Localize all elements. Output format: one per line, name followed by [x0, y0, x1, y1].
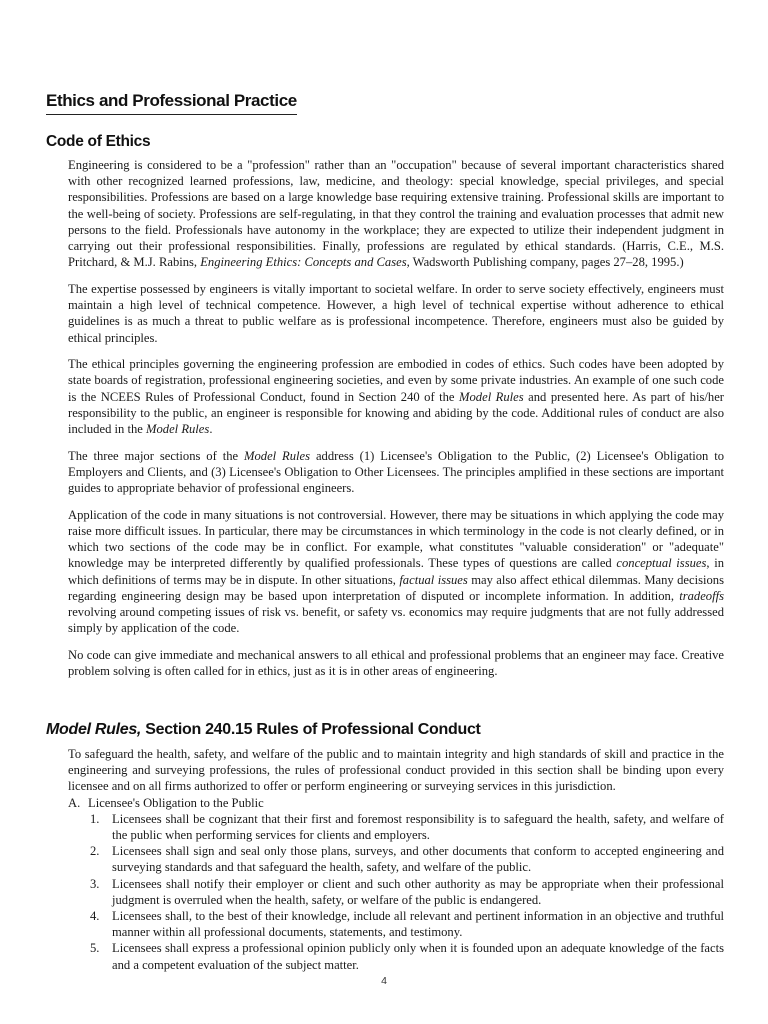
paragraph-5-text-d: revolving around competing issues of risk vs. benefit, or safety vs. economics may require judgments that are not fully addressed simply by application of the code.	[68, 605, 724, 636]
list-item-number: 2.	[90, 844, 100, 859]
section-a-title: Licensee's Obligation to the Public	[88, 795, 264, 810]
code-of-ethics-body	[68, 157, 724, 690]
list-item-number: 5.	[90, 941, 100, 956]
paragraph-5-text-c: may also affect ethical dilemmas. Many decisions regarding engineering design may be based upon interpretation of disputed or incomplete information. In addition,	[68, 572, 724, 603]
book-title: Engineering Ethics: Concepts and Cases,	[200, 255, 410, 270]
list-item	[68, 908, 724, 940]
paragraph-1-text: Engineering is considered to be a "profession" rather than an "occupation" because of several important characteristics shared with other recognized learned professions, law, medicine, and theology: special knowledge, special privileges, and special responsibilities. Professions are based on a large knowledge base requiring extensive training. Professional skills are important to the well-being of society. Professions are self-regulating, in that they control the training and evaluation processes that admit new persons to the field. Professionals have autonomy in the workplace; they are expected to utilize their independent judgment in carrying out their professional responsibilities. Finally, professions are regulated by ethical standards. (Harris, C.E., M.S. Pritchard, & M.J. Rabins,	[68, 158, 724, 270]
paragraph-1-citation: Wadsworth Publishing company, pages 27–28, 1995.)	[409, 255, 684, 270]
list-item-text: Licensees shall express a professional opinion publicly only when it is founded upon an adequate knowledge of the facts and a competent evaluation of the subject matter.	[112, 941, 724, 972]
list-item-number: 3.	[90, 876, 100, 891]
section-a-heading	[68, 795, 724, 811]
list-item	[68, 940, 724, 972]
paragraph-2: The expertise possessed by engineers is vitally important to societal welfare. In order to serve society effectively, engineers must maintain a high level of technical competence. However, a high level of technical expertise without adherence to ethical guidelines is as much a threat to public welfare as is professional incompetence. Therefore, engineers must also be guided by ethical principles.	[68, 281, 724, 345]
paragraph-4	[68, 448, 724, 497]
list-item	[68, 876, 724, 908]
paragraph-1	[68, 157, 724, 270]
paragraph-5-text-b: , in which definitions of terms may be in dispute. In other situations,	[68, 556, 724, 587]
code-of-ethics-heading: Code of Ethics	[46, 133, 151, 150]
paragraph-5	[68, 507, 724, 637]
paragraph-3-text-a: The ethical principles governing the engineering profession are embodied in codes of ethics. Such codes have been adopted by state boards of registration, professional engineering societies, and even by some private industries. An example of one such code is the NCEES Rules of Professional Conduct, found in Section 240 of the	[68, 357, 724, 404]
list-item-text: Licensees shall, to the best of their knowledge, include all relevant and pertinent information in an objective and truthful manner within all professional documents, statements, and testimony.	[112, 909, 724, 940]
list-item	[68, 811, 724, 843]
model-rules-heading	[46, 721, 481, 739]
list-item-text: Licensees shall notify their employer or client and such other authority as may be appropriate when their professional judgment is overruled when the health, safety, or welfare of the public is endangered.	[112, 876, 724, 907]
section-a-label: A.	[68, 795, 81, 810]
list-item-text: Licensees shall be cognizant that their first and foremost responsibility is to safeguard the health, safety, and welfare of the public when performing services for clients and employers.	[112, 811, 724, 843]
paragraph-3-text-c: .	[209, 422, 213, 437]
list-item-number: 4.	[90, 909, 100, 924]
model-rules-heading-rest: Section 240.15 Rules of Professional Conduct	[141, 721, 481, 738]
paragraph-4-text-b: address (1) Licensee's Obligation to the Public, (2) Licensee's Obligation to Employers and Clients, and (3) Licensee's Obligation to Other Licensees. The principles amplified in these sections are important guides to appropriate behavior of professional engineers.	[68, 448, 724, 496]
paragraph-6: No code can give immediate and mechanical answers to all ethical and professional problems that an engineer may face. Creative problem solving is often called for in ethics, just as it is in other areas of engineering.	[68, 647, 724, 679]
model-rules-body	[68, 746, 724, 973]
tradeoffs-term: tradeoffs	[679, 588, 724, 603]
list-item	[68, 843, 724, 875]
model-rules-italic: Model Rules	[459, 389, 524, 404]
list-item-number: 1.	[90, 811, 100, 826]
list-item-text: Licensees shall sign and seal only those plans, surveys, and other documents that conform to accepted engineering and surveying standards and that safeguard the health, safety, and welfare of the public.	[112, 844, 724, 875]
page-number: 4	[381, 975, 387, 987]
model-rules-intro: To safeguard the health, safety, and welfare of the public and to maintain integrity and high standards of skill and practice in the engineering and surveying professions, the rules of professional conduct provided in this section shall be binding upon every licensee and on all firms authorized to offer or perform engineering or surveying services in this jurisdiction.	[68, 747, 724, 794]
model-rules-italic: Model Rules	[146, 422, 210, 437]
paragraph-3-text-b: and presented here. As part of his/her responsibility to the public, an engineer is responsible for knowing and abiding by the code. Additional rules of conduct are also included in the	[68, 389, 724, 437]
model-rules-heading-italic: Model Rules,	[46, 721, 142, 738]
page-title: Ethics and Professional Practice	[46, 91, 297, 115]
conceptual-issues-term: conceptual issues	[616, 556, 707, 571]
rules-list	[68, 811, 724, 973]
paragraph-4-text-a: The three major sections of the	[68, 448, 244, 463]
factual-issues-term: factual issues	[399, 572, 468, 587]
model-rules-italic: Model Rules	[243, 448, 311, 463]
paragraph-5-text-a: Application of the code in many situations is not controversial. However, there may be situations in which applying the code may raise more difficult issues. In particular, there may be circumstances in which terminology in the code is not clearly defined, or in which two sections of the code may be in conflict. For example, what constitutes "valuable consideration" or "adequate" knowledge may be interpreted differently by qualified professionals. These types of questions are called	[68, 507, 724, 571]
paragraph-3	[68, 356, 724, 437]
